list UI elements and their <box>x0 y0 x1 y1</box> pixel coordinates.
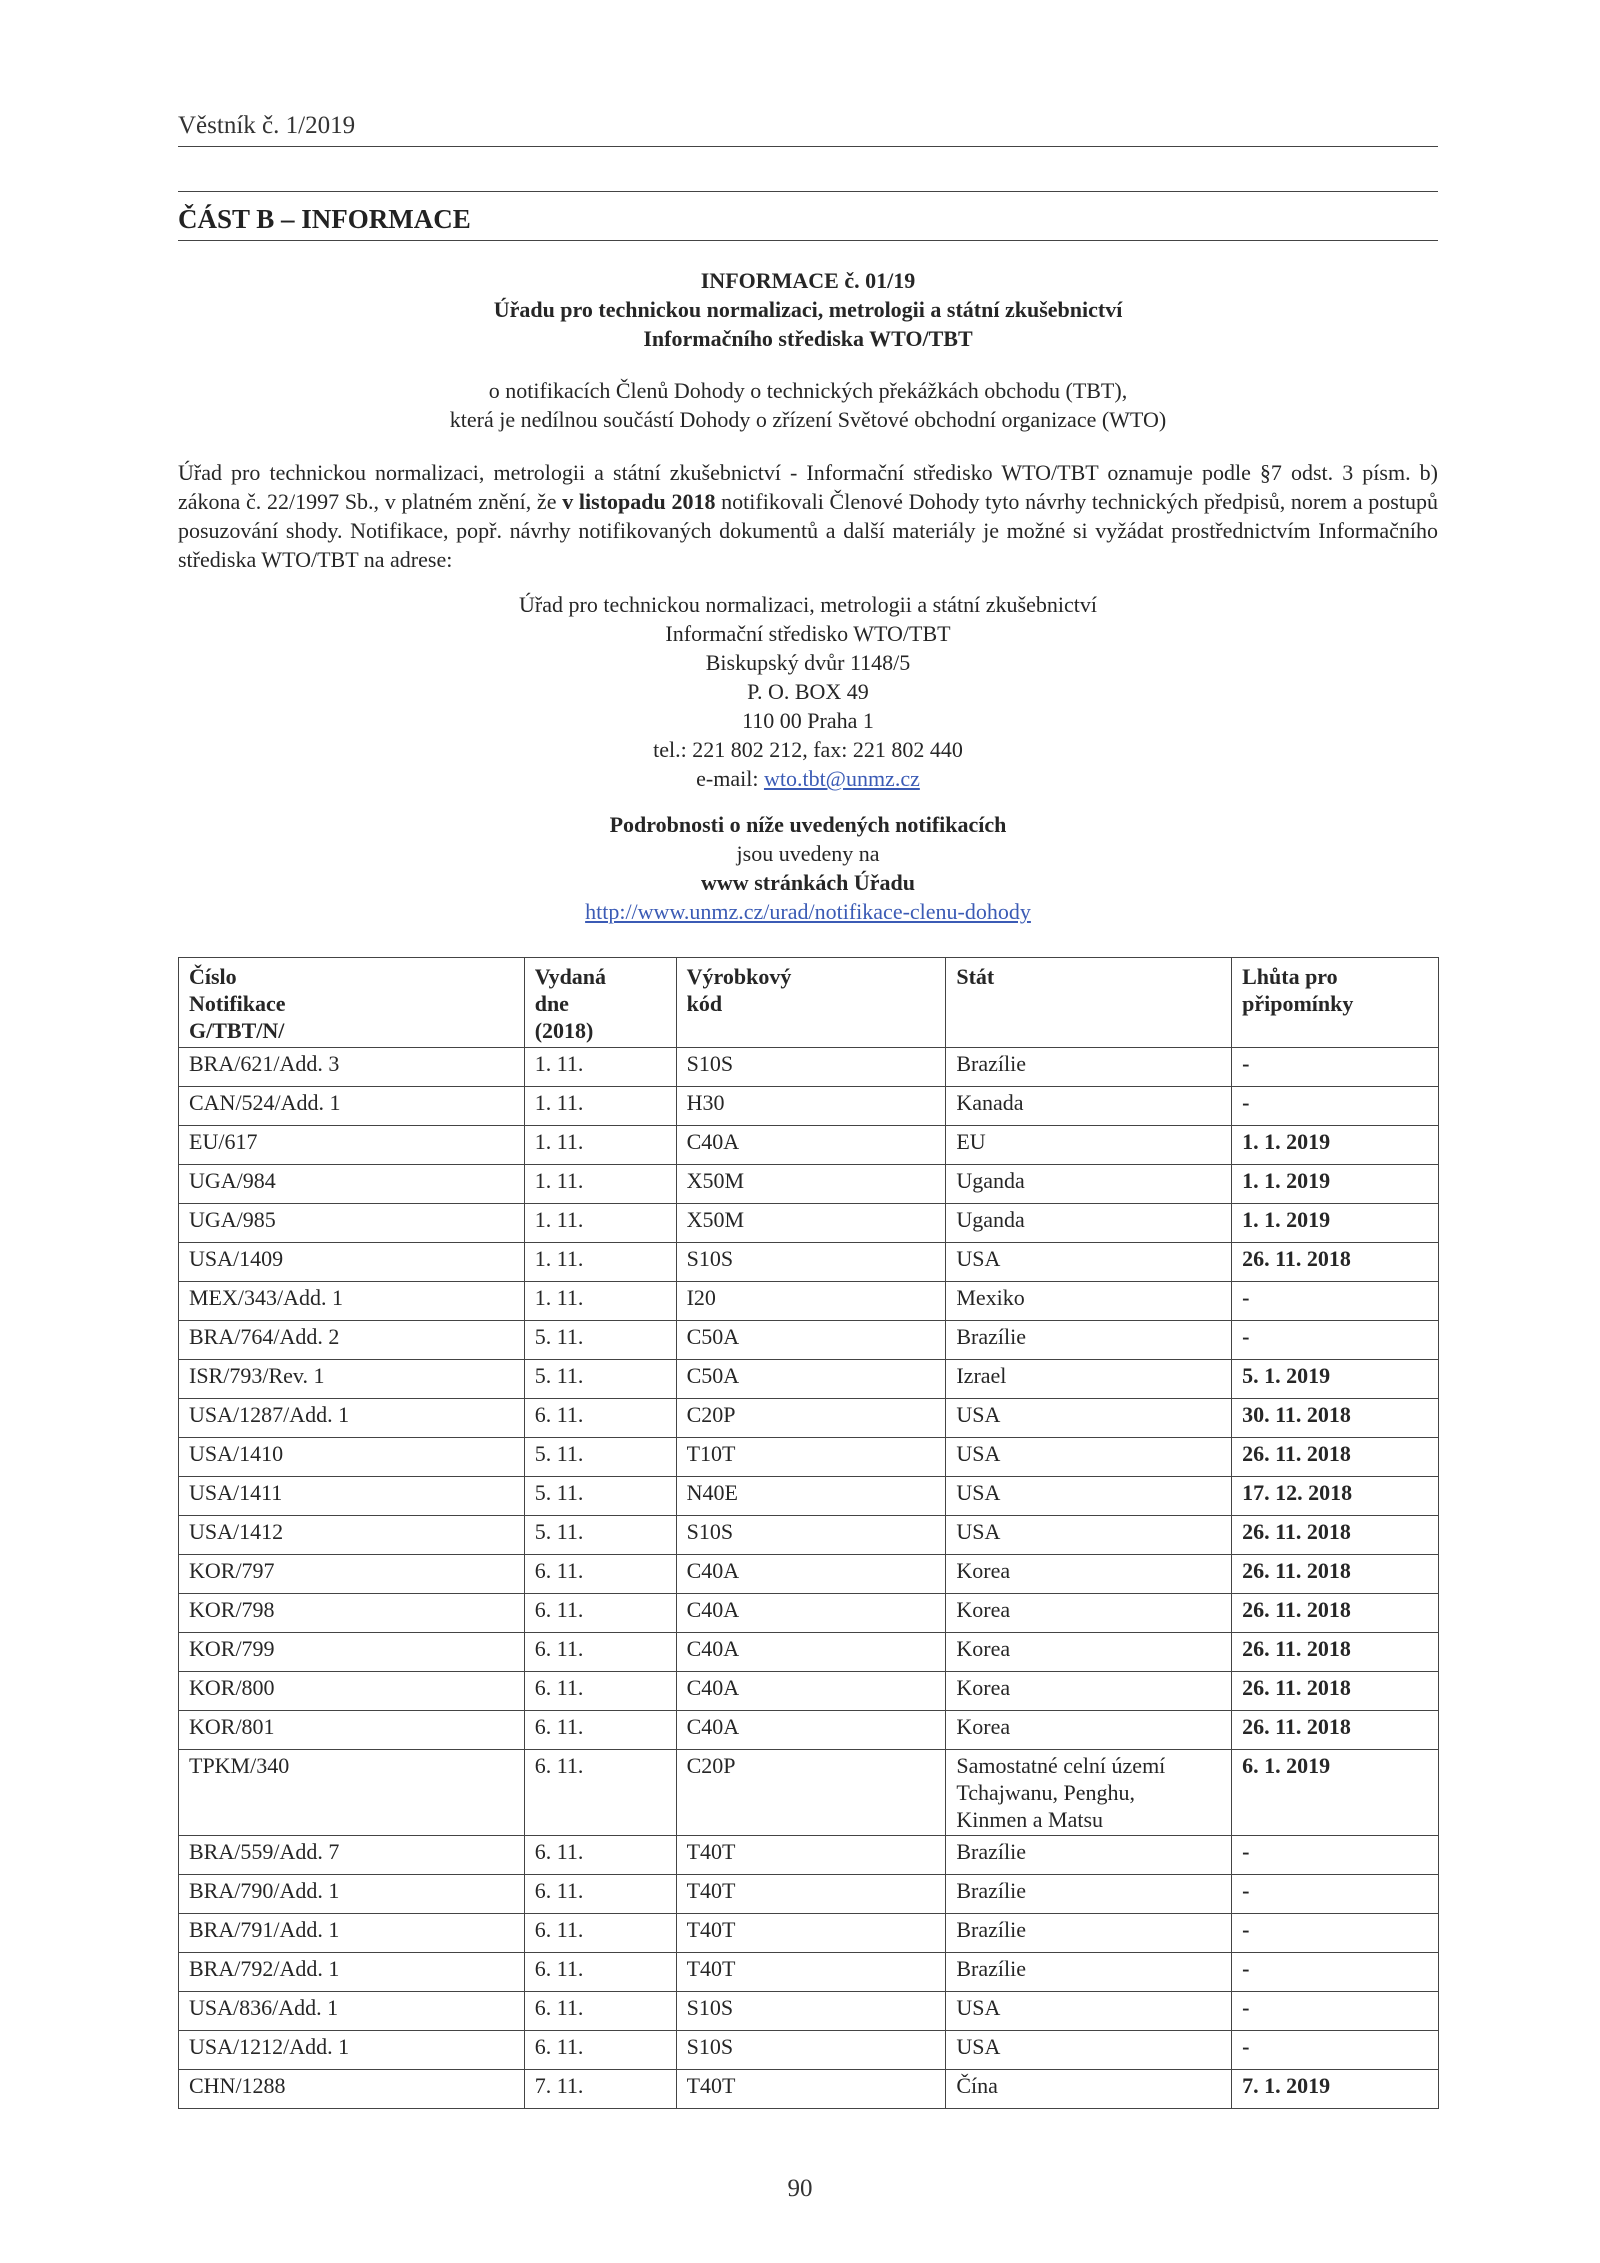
cell-state: USA <box>946 1399 1232 1438</box>
cell-number: BRA/791/Add. 1 <box>179 1914 525 1953</box>
header-number: Číslo Notifikace G/TBT/N/ <box>179 958 525 1048</box>
intro-text-2: notifikovali Členové Dohody tyto návrhy technických předpisů, norem a postupů posuzování shody. Notifikace, popř. návrhy notifikovaných dokumentů a další materiály je možné si vyžádat prostřednictvím Informačního střediska WTO/TBT na adrese: <box>178 489 1438 572</box>
cell-date: 6. 11. <box>524 1711 676 1750</box>
cell-state: USA <box>946 2031 1232 2070</box>
cell-date: 5. 11. <box>524 1516 676 1555</box>
cell-date: 1. 11. <box>524 1165 676 1204</box>
cell-state: Korea <box>946 1633 1232 1672</box>
cell-number: ISR/793/Rev. 1 <box>179 1360 525 1399</box>
cell-number: KOR/797 <box>179 1555 525 1594</box>
cell-deadline: 26. 11. 2018 <box>1232 1594 1439 1633</box>
table-row <box>179 1555 1439 1594</box>
info-center: Informačního střediska WTO/TBT <box>643 326 973 351</box>
cell-number: BRA/790/Add. 1 <box>179 1875 525 1914</box>
cell-deadline: - <box>1232 1087 1439 1126</box>
cell-deadline: 1. 1. 2019 <box>1232 1126 1439 1165</box>
cell-number: USA/1212/Add. 1 <box>179 2031 525 2070</box>
address-phone: tel.: 221 802 212, fax: 221 802 440 <box>653 737 963 762</box>
running-head: Věstník č. 1/2019 <box>178 112 356 139</box>
cell-state: USA <box>946 1516 1232 1555</box>
cell-number: BRA/792/Add. 1 <box>179 1953 525 1992</box>
cell-date: 5. 11. <box>524 1438 676 1477</box>
cell-deadline: 26. 11. 2018 <box>1232 1438 1439 1477</box>
cell-state: Brazílie <box>946 1914 1232 1953</box>
cell-date: 1. 11. <box>524 1243 676 1282</box>
cell-number: USA/1410 <box>179 1438 525 1477</box>
cell-date: 6. 11. <box>524 1633 676 1672</box>
info-title: INFORMACE č. 01/19 <box>700 268 916 293</box>
cell-deadline: - <box>1232 1836 1439 1875</box>
subheading-line-2: která je nedílnou součástí Dohody o zřízení Světové obchodní organizace (WTO) <box>449 407 1167 432</box>
cell-code: S10S <box>676 1048 946 1087</box>
cell-date: 5. 11. <box>524 1477 676 1516</box>
cell-code: S10S <box>676 1243 946 1282</box>
cell-number: USA/1409 <box>179 1243 525 1282</box>
cell-code: S10S <box>676 1992 946 2031</box>
address-line-5: 110 00 Praha 1 <box>742 708 874 733</box>
table-row <box>179 1836 1439 1875</box>
cell-code: T10T <box>676 1438 946 1477</box>
cell-code: C20P <box>676 1750 946 1836</box>
cell-date: 6. 11. <box>524 1750 676 1836</box>
cell-code: C50A <box>676 1321 946 1360</box>
table-body <box>179 1048 1439 2109</box>
cell-number: CAN/524/Add. 1 <box>179 1087 525 1126</box>
cell-number: UGA/984 <box>179 1165 525 1204</box>
cell-code: C40A <box>676 1633 946 1672</box>
table-row <box>179 1126 1439 1165</box>
section-title: ČÁST B – INFORMACE <box>178 204 471 234</box>
cell-date: 6. 11. <box>524 1594 676 1633</box>
table-row <box>179 1750 1439 1836</box>
table-row <box>179 1048 1439 1087</box>
table-row <box>179 1243 1439 1282</box>
cell-code: C50A <box>676 1360 946 1399</box>
cell-date: 6. 11. <box>524 1836 676 1875</box>
cell-code: C40A <box>676 1126 946 1165</box>
cell-code: T40T <box>676 2070 946 2109</box>
cell-deadline: - <box>1232 1282 1439 1321</box>
cell-number: KOR/799 <box>179 1633 525 1672</box>
cell-date: 6. 11. <box>524 1875 676 1914</box>
page-number: 90 <box>787 2175 813 2202</box>
cell-deadline: 5. 1. 2019 <box>1232 1360 1439 1399</box>
cell-number: KOR/801 <box>179 1711 525 1750</box>
cell-code: T40T <box>676 1953 946 1992</box>
cell-deadline: 26. 11. 2018 <box>1232 1633 1439 1672</box>
cell-state: Korea <box>946 1594 1232 1633</box>
table-row <box>179 1953 1439 1992</box>
cell-code: N40E <box>676 1477 946 1516</box>
table-row <box>179 1594 1439 1633</box>
cell-deadline: 6. 1. 2019 <box>1232 1750 1439 1836</box>
table-row <box>179 1914 1439 1953</box>
cell-state: Samostatné celní území Tchajwanu, Penghu, Kinmen a Matsu <box>946 1750 1232 1836</box>
cell-number: EU/617 <box>179 1126 525 1165</box>
cell-date: 1. 11. <box>524 1126 676 1165</box>
email-link[interactable]: wto.tbt@unmz.cz <box>763 766 920 791</box>
email-label: e-mail: <box>696 766 764 791</box>
cell-state: Korea <box>946 1555 1232 1594</box>
cell-state: Korea <box>946 1672 1232 1711</box>
address-line-2: Informační středisko WTO/TBT <box>665 621 951 646</box>
details-line-1: Podrobnosti o níže uvedených notifikacích <box>609 812 1007 837</box>
cell-state: Izrael <box>946 1360 1232 1399</box>
cell-number: BRA/559/Add. 7 <box>179 1836 525 1875</box>
table-row <box>179 1992 1439 2031</box>
details-line-2: jsou uvedeny na <box>736 841 880 866</box>
cell-code: T40T <box>676 1836 946 1875</box>
header-state: Stát <box>946 958 1232 1048</box>
table-row <box>179 2070 1439 2109</box>
subheading-line-1: o notifikacích Členů Dohody o technických překážkách obchodu (TBT), <box>488 378 1128 403</box>
address-block <box>178 590 1438 793</box>
cell-date: 6. 11. <box>524 1992 676 2031</box>
cell-state: Brazílie <box>946 1048 1232 1087</box>
cell-state: Brazílie <box>946 1875 1232 1914</box>
details-block <box>178 810 1438 926</box>
cell-deadline: - <box>1232 1048 1439 1087</box>
info-subheading <box>178 376 1438 434</box>
cell-state: Brazílie <box>946 1953 1232 1992</box>
intro-text-1: Úřad pro technickou normalizaci, metrologii a státní zkušebnictví - Informační středisko WTO/TBT oznamuje podle §7 odst. 3 písm. b) zákona č. 22/1997 Sb., v platném znění, že <box>178 460 1438 514</box>
table-row <box>179 1321 1439 1360</box>
header-date: Vydaná dne (2018) <box>524 958 676 1048</box>
cell-state: USA <box>946 1243 1232 1282</box>
cell-code: C40A <box>676 1672 946 1711</box>
cell-number: UGA/985 <box>179 1204 525 1243</box>
table-row <box>179 2031 1439 2070</box>
table-row <box>179 1360 1439 1399</box>
cell-date: 6. 11. <box>524 1914 676 1953</box>
cell-deadline: 17. 12. 2018 <box>1232 1477 1439 1516</box>
cell-date: 6. 11. <box>524 1399 676 1438</box>
cell-code: T40T <box>676 1914 946 1953</box>
cell-deadline: 1. 1. 2019 <box>1232 1165 1439 1204</box>
cell-number: CHN/1288 <box>179 2070 525 2109</box>
table-row <box>179 1204 1439 1243</box>
table-row <box>179 1672 1439 1711</box>
cell-state: USA <box>946 1992 1232 2031</box>
cell-code: C40A <box>676 1711 946 1750</box>
table-row <box>179 1875 1439 1914</box>
cell-deadline: 26. 11. 2018 <box>1232 1516 1439 1555</box>
table-row <box>179 1399 1439 1438</box>
cell-state: Kanada <box>946 1087 1232 1126</box>
address-line-4: P. O. BOX 49 <box>747 679 869 704</box>
cell-date: 6. 11. <box>524 1672 676 1711</box>
cell-code: C40A <box>676 1594 946 1633</box>
header-rule <box>178 146 1438 147</box>
cell-number: USA/1412 <box>179 1516 525 1555</box>
header-deadline: Lhůta pro připomínky <box>1232 958 1439 1048</box>
cell-deadline: - <box>1232 1992 1439 2031</box>
info-heading <box>178 266 1438 353</box>
cell-code: C20P <box>676 1399 946 1438</box>
address-email-line <box>178 764 1438 793</box>
cell-number: KOR/798 <box>179 1594 525 1633</box>
table-row <box>179 1516 1439 1555</box>
cell-date: 5. 11. <box>524 1321 676 1360</box>
cell-number: BRA/764/Add. 2 <box>179 1321 525 1360</box>
cell-deadline: - <box>1232 1953 1439 1992</box>
cell-state: Brazílie <box>946 1836 1232 1875</box>
cell-state: Uganda <box>946 1204 1232 1243</box>
cell-deadline: 30. 11. 2018 <box>1232 1399 1439 1438</box>
table-row <box>179 1633 1439 1672</box>
cell-state: Korea <box>946 1711 1232 1750</box>
cell-deadline: - <box>1232 1914 1439 1953</box>
cell-state: EU <box>946 1126 1232 1165</box>
table-row <box>179 1477 1439 1516</box>
cell-code: X50M <box>676 1204 946 1243</box>
cell-date: 7. 11. <box>524 2070 676 2109</box>
cell-number: BRA/621/Add. 3 <box>179 1048 525 1087</box>
cell-date: 6. 11. <box>524 1555 676 1594</box>
table-header-row <box>179 958 1439 1048</box>
cell-state: Brazílie <box>946 1321 1232 1360</box>
info-issuer: Úřadu pro technickou normalizaci, metrologii a státní zkušebnictví <box>493 297 1123 322</box>
cell-deadline: 7. 1. 2019 <box>1232 2070 1439 2109</box>
cell-date: 1. 11. <box>524 1048 676 1087</box>
cell-state: Mexiko <box>946 1282 1232 1321</box>
cell-code: H30 <box>676 1087 946 1126</box>
table-row <box>179 1087 1439 1126</box>
header-code: Výrobkový kód <box>676 958 946 1048</box>
cell-deadline: 26. 11. 2018 <box>1232 1243 1439 1282</box>
cell-deadline: - <box>1232 2031 1439 2070</box>
details-url-link[interactable]: http://www.unmz.cz/urad/notifikace-clenu-dohody <box>585 899 1031 924</box>
cell-date: 1. 11. <box>524 1282 676 1321</box>
cell-state: USA <box>946 1438 1232 1477</box>
details-line-3: www stránkách Úřadu <box>701 870 915 895</box>
cell-date: 1. 11. <box>524 1087 676 1126</box>
cell-code: I20 <box>676 1282 946 1321</box>
cell-number: TPKM/340 <box>179 1750 525 1836</box>
address-line-3: Biskupský dvůr 1148/5 <box>705 650 911 675</box>
cell-date: 6. 11. <box>524 1953 676 1992</box>
address-line-1: Úřad pro technickou normalizaci, metrologii a státní zkušebnictví <box>519 592 1097 617</box>
cell-date: 6. 11. <box>524 2031 676 2070</box>
table-row <box>179 1438 1439 1477</box>
cell-number: USA/1287/Add. 1 <box>179 1399 525 1438</box>
section-rule-top <box>178 191 1438 192</box>
cell-number: USA/1411 <box>179 1477 525 1516</box>
cell-deadline: - <box>1232 1321 1439 1360</box>
cell-number: KOR/800 <box>179 1672 525 1711</box>
cell-deadline: 26. 11. 2018 <box>1232 1672 1439 1711</box>
cell-code: S10S <box>676 2031 946 2070</box>
cell-deadline: 26. 11. 2018 <box>1232 1555 1439 1594</box>
cell-date: 5. 11. <box>524 1360 676 1399</box>
table-row <box>179 1165 1439 1204</box>
intro-text-bold: v listopadu 2018 <box>562 489 716 514</box>
cell-code: T40T <box>676 1875 946 1914</box>
cell-state: Uganda <box>946 1165 1232 1204</box>
cell-state: USA <box>946 1477 1232 1516</box>
notifications-table <box>178 957 1439 2109</box>
cell-number: MEX/343/Add. 1 <box>179 1282 525 1321</box>
cell-state: Čína <box>946 2070 1232 2109</box>
cell-deadline: 26. 11. 2018 <box>1232 1711 1439 1750</box>
cell-number: USA/836/Add. 1 <box>179 1992 525 2031</box>
cell-date: 1. 11. <box>524 1204 676 1243</box>
cell-deadline: 1. 1. 2019 <box>1232 1204 1439 1243</box>
table-row <box>179 1711 1439 1750</box>
cell-code: X50M <box>676 1165 946 1204</box>
cell-deadline: - <box>1232 1875 1439 1914</box>
cell-code: C40A <box>676 1555 946 1594</box>
intro-paragraph <box>178 458 1438 574</box>
table-row <box>179 1282 1439 1321</box>
section-rule-bottom <box>178 240 1438 241</box>
cell-code: S10S <box>676 1516 946 1555</box>
